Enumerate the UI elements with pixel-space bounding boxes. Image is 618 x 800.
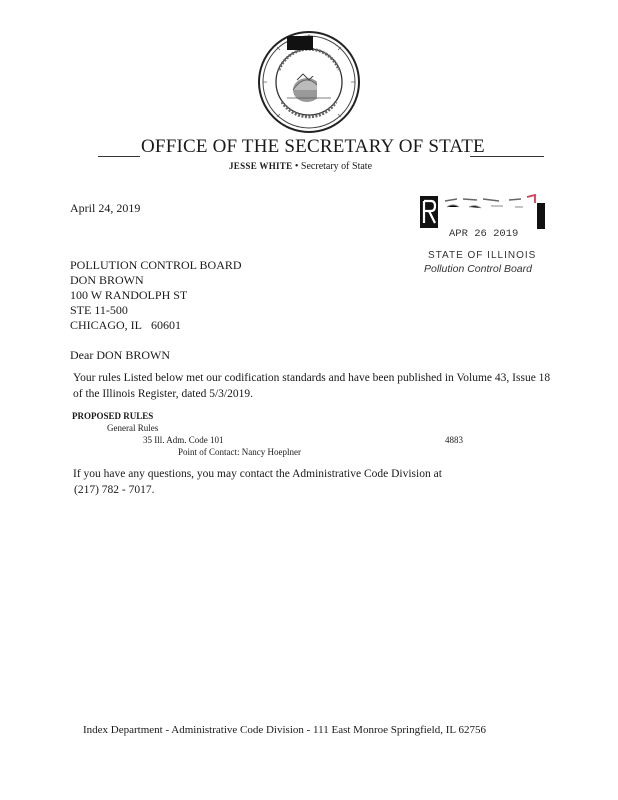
stamp-line2: Pollution Control Board — [424, 263, 532, 275]
salutation: Dear DON BROWN — [70, 348, 170, 362]
recipient-city-line — [70, 318, 242, 333]
rule-name: General Rules — [107, 423, 159, 433]
recipient-zip: 60601 — [151, 318, 181, 332]
footer-address: Index Department - Administrative Code Division - 111 East Monroe Springfield, IL 62756 — [83, 724, 486, 736]
secretary-title: • Secretary of State — [294, 161, 373, 172]
stamp-line1: STATE OF ILLINOIS — [428, 250, 537, 261]
title-rule-left — [98, 156, 140, 157]
recipient-line1: POLLUTION CONTROL BOARD — [70, 258, 242, 272]
secretary-line — [229, 161, 372, 172]
state-seal-image — [257, 30, 361, 134]
stamp-date: APR 26 2019 — [449, 228, 519, 240]
closing-line2: (217) 782 - 7017. — [74, 484, 155, 496]
recipient-address — [70, 258, 242, 333]
body-paragraph: Your rules Listed below met our codification standards and have been published in Volume 43, Issue 18 of the Illinois Register, dated 5/3/2019. — [73, 372, 551, 400]
recipient-line3: 100 W RANDOLPH ST — [70, 288, 188, 302]
closing-line1: If you have any questions, you may contact the Administrative Code Division at — [73, 468, 442, 480]
recipient-line4: STE 11-500 — [70, 303, 128, 317]
received-stamp-image — [419, 193, 547, 231]
recipient-city-state: CHICAGO, IL — [70, 318, 142, 332]
secretary-name: JESSE WHITE — [229, 161, 293, 171]
recipient-line2: DON BROWN — [70, 273, 144, 287]
office-title: OFFICE OF THE SECRETARY OF STATE — [141, 136, 485, 157]
rule-code: 35 Ill. Adm. Code 101 — [143, 435, 224, 445]
section-heading: PROPOSED RULES — [72, 411, 154, 421]
rule-page: 4883 — [445, 435, 463, 445]
letter-date: April 24, 2019 — [70, 201, 141, 215]
rule-contact: Point of Contact: Nancy Hoeplner — [178, 447, 301, 457]
